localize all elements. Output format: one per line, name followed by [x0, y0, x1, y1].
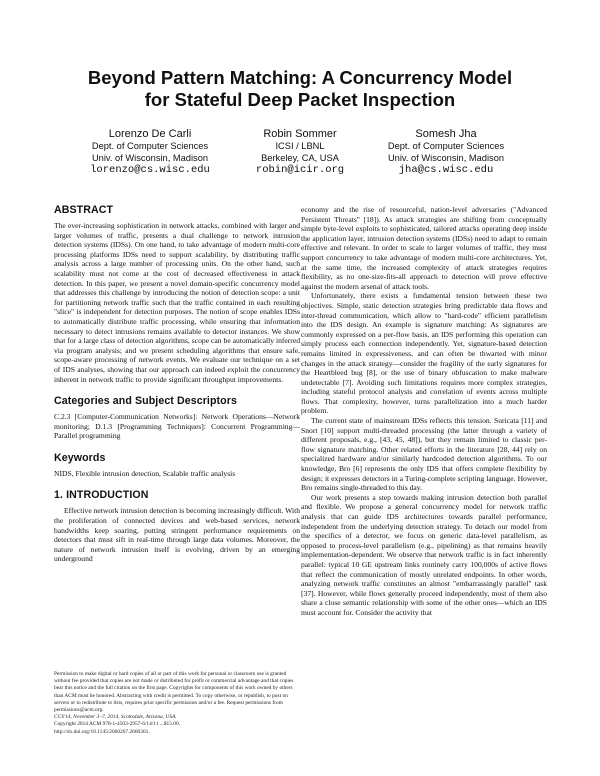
- author-affiliation: Berkeley, CA, USA: [261, 152, 339, 163]
- categories-section: [54, 395, 300, 441]
- doi-line: http://dx.doi.org/10.1145/2660267.2660361.: [54, 728, 150, 735]
- copyright-line: Copyright 2014 ACM 978-1-4503-2957-6/14/11 ...$15.00.: [54, 721, 181, 728]
- title-line-2: for Stateful Deep Packet Inspection: [144, 89, 456, 110]
- author-1: [70, 128, 230, 176]
- permission-notice: [54, 671, 300, 736]
- paragraph: Unfortunately, there exists a fundamental tension between these two objectives. Simple, static detection strategies bring predictable data flows and inter-thread communication, which allow to "hard-code" efficient parallelism into the IDS design. An example is signature matching: As signatures are commonly expressed on a per-flow basis, an IDS performing this operation can simply process each connection independently. Yet, signature-based detection remains limited in expressiveness, and can often be thwarted with minor changes in the attack strategy—consider the fragility of the early signatures for the Heartbleed bug [8], or the use of binary obfuscation to make malware undetectable [7]. Avoiding such limitations requires more complex strategies, including stateful protocol analysis and correlation of events across multiple flows. That complexity, however, turns parallelization into a much harder problem.: [301, 291, 547, 416]
- author-email: robin@icir.org: [255, 164, 345, 176]
- paragraph: The current state of mainstream IDSs reflects this tension. Suricata [11] and Snort [10] support multi-threaded processing (the latter through a variety of different proposals, e.g., [43, 45, 48]), but they remain limited to classic per-flow signature matching. Other related efforts in the literature [28, 44] rely on specialized hardware and/or similarly hardcoded detection algorithms. To our knowledge, Bro [6] represents the only IDS that offers complete flexibility by design; it expresses detectors in a Turing-complete scripting language. However, Bro remains single-threaded to this day.: [301, 416, 547, 493]
- venue-line: CCS'14, November 3–7, 2014, Scottsdale, Arizona, USA.: [54, 714, 177, 721]
- author-affiliation: ICSI / LBNL: [275, 141, 325, 151]
- introduction-section: [54, 489, 300, 564]
- author-affiliation: Dept. of Computer Sciences: [91, 141, 209, 151]
- categories-text: C.2.3 [Computer-Communication Networks]: Network Operations—Network monitoring; D.1.3 [Programming Techniques]: Concurrent Programming—Parallel programming: [54, 412, 300, 441]
- abstract-text: The ever-increasing sophistication in network attacks, combined with larger and larger volumes of traffic, presents a dual challenge to network intrusion detection systems (IDSs). On one hand, to take advantage of modern multi-core processing platforms IDSs need to support scalability, by distributing traffic analysis across a large number of processing units. On the other hand, such scalability must not come at the cost of decreased effectiveness in attack detection. In this paper, we present a novel domain-specific concurrency model that addresses this challenge by introducing the notion of detection scope: a unit for partitioning network traffic such that the traffic contained in each resulting "slice" is independent for detection purposes. The notion of scope enables IDSs to automatically distribute traffic processing, while ensuring that information necessary to detect intrusions remains available to detector instances. We show that for a large class of detection algorithms, scope can be automatically inferred via program analysis; and we present scheduling algorithms that ensure safe, scope-aware processing of network events. We evaluate our technique on a set of IDS analyses, showing that our approach can indeed exploit the concurrency inherent in network traffic to provide significant throughput improvements.: [54, 221, 300, 384]
- title-line-1: Beyond Pattern Matching: A Concurrency Model: [87, 67, 513, 88]
- keywords-text: NIDS, Flexible intrusion detection, Scalable traffic analysis: [54, 468, 236, 478]
- author-name: Somesh Jha: [415, 128, 477, 140]
- author-affiliation: Univ. of Wisconsin, Madison: [91, 152, 209, 163]
- author-email: jha@cs.wisc.edu: [398, 164, 494, 176]
- paragraph: economy and the rise of resourceful, nation-level adversaries ("Advanced Persistent Threats" [18]). As attack strategies are shifting from conceptually simple byte-level exploits to sophisticated, tailored attacks operating deep inside the application layer, intrusion detection systems (IDSs) need to adapt to remain effective and relevant. In order to scale to larger volumes of traffic, they must support concurrency to take advantage of modern multi-core architectures. Yet, at the same time, the increased complexity of attack strategies requires flexibility, as no one-size-fits-all approach to detection will prove effective against the modern arsenal of attack tools.: [301, 205, 547, 291]
- right-column: [301, 205, 547, 618]
- author-email: lorenzo@cs.wisc.edu: [90, 164, 210, 176]
- author-affiliation: Univ. of Wisconsin, Madison: [387, 152, 505, 163]
- keywords-section: [54, 452, 300, 479]
- author-3: [366, 128, 526, 176]
- categories-heading: Categories and Subject Descriptors: [54, 395, 237, 408]
- permission-text: Permission to make digital or hard copies of all or part of this work for personal or classroom use is granted without fee provided that copies are not made or distributed for profit or commercial advantage and that copies bear this notice and the full citation on the first page. Copyrights for components of this work owned by others than ACM must be honored. Abstracting with credit is permitted. To copy otherwise, or republish, to post on servers or to redistribute to lists, requires prior specific permission and/or a fee. Request permissions from permissions@acm.org.: [54, 671, 294, 714]
- keywords-heading: Keywords: [54, 451, 106, 464]
- introduction-heading: 1. INTRODUCTION: [54, 489, 149, 502]
- author-name: Lorenzo De Carli: [108, 128, 192, 140]
- abstract-heading: ABSTRACT: [54, 204, 114, 216]
- paper-title: [60, 67, 540, 111]
- left-column: [54, 204, 300, 564]
- paragraph: Our work presents a step towards making intrusion detection both parallel and flexible. We propose a general concurrency model for network traffic analysis that can guide IDS architectures towards parallel performance, independent from the underlying detection strategy. To detach our model from the specifics of a detector, we focus on generic data-level parallelism, as opposed to process-level parallelism (e.g., pipelining) as that remains heavily implementation-dependent. We observe that network traffic is in fact inherently parallel: typical 10 GE upstream links routinely carry 100,000s of active flows that reflect the communication of mostly unrelated endpoints. In other words, analyzing network traffic constitutes an almost "embarrassingly parallel" task [37]. However, while flows generally proceed independently, most of them also share a close semantic relationship with some of the other ones—which an IDS must account for. Consider the activity that: [301, 492, 547, 617]
- author-name: Robin Sommer: [263, 128, 337, 140]
- introduction-text: Effective network intrusion detection is becoming increasingly difficult. With the proliferation of connected devices and web-based services, network bandwidths keep soaring, putting stringent performance requirements on detectors that must sift in real-time through large data volumes. Moreover, the nature of network intrusion itself is evolving, driven by an emerging underground: [54, 506, 300, 564]
- author-affiliation: Dept. of Computer Sciences: [387, 141, 505, 151]
- author-2: [230, 128, 370, 176]
